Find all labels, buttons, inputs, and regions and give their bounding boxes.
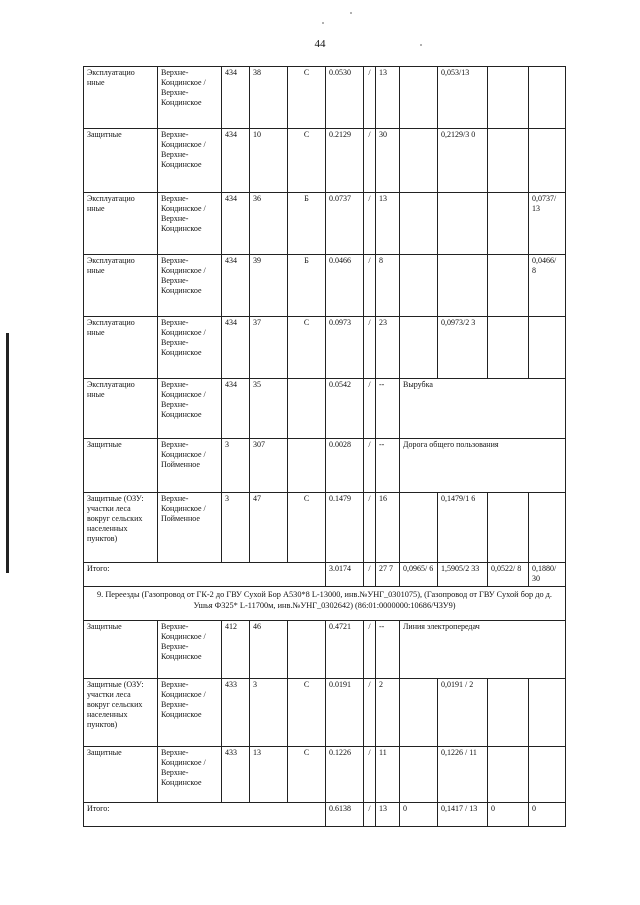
section-9-heading: 9. Переезды (Газопровод от ГК-2 до ГВУ Сухой Бор А530*8 L-13000, инв.№УНГ_0301075), (Газопровод от ГВУ Сухой бор до д. Ушья Ф325* L-11700м, инв.№УНГ_0302642) (86:01:0000000:10686/ЧЗУ9) [84, 587, 566, 621]
total-value-4: 0,1880/ 30 [529, 563, 566, 587]
table-row [84, 317, 566, 379]
cell-quarter: 412 [222, 621, 250, 679]
cell-value-2: 0,2129/3 0 [438, 129, 488, 193]
cell-section: 39 [250, 255, 288, 317]
cell-value-1 [400, 679, 438, 747]
cell-value-1 [400, 747, 438, 803]
cell-quarter: 434 [222, 317, 250, 379]
cell-value-2: 0,0973/2 3 [438, 317, 488, 379]
cell-category [288, 439, 326, 493]
cell-section: 13 [250, 747, 288, 803]
cell-value-2: 0,1226 / 11 [438, 747, 488, 803]
total-volume: 13 [376, 803, 400, 827]
cell-district: Верхне-Кондинское / Верхне-Кондинское [158, 67, 222, 129]
total-area: 0.6138 [326, 803, 364, 827]
cell-value-4 [529, 129, 566, 193]
cell-area: 0.1479 [326, 493, 364, 563]
cell-volume: -- [376, 379, 400, 439]
cell-quarter: 434 [222, 67, 250, 129]
cell-value-2: 0,053/13 [438, 67, 488, 129]
cell-forest-type: Защитные [84, 129, 158, 193]
total-value-1: 0,0965/ 6 [400, 563, 438, 587]
cell-value-1 [400, 193, 438, 255]
cell-district: Верхне-Кондинское / Верхне-Кондинское [158, 255, 222, 317]
cell-value-3 [488, 493, 529, 563]
cell-volume: -- [376, 439, 400, 493]
cell-value-3 [488, 193, 529, 255]
cell-separator: / [364, 255, 376, 317]
cell-area: 0.0028 [326, 439, 364, 493]
cell-quarter: 433 [222, 679, 250, 747]
cell-separator: / [364, 193, 376, 255]
cell-category: С [288, 747, 326, 803]
cell-section: 36 [250, 193, 288, 255]
cell-value-4 [529, 679, 566, 747]
cell-district: Верхне-Кондинское / Верхне-Кондинское [158, 747, 222, 803]
cell-forest-type: Защитные (ОЗУ: участки леса вокруг сельских населенных пунктов) [84, 493, 158, 563]
section-heading-row [84, 587, 566, 621]
cell-area: 0.0191 [326, 679, 364, 747]
cell-category: Б [288, 193, 326, 255]
scan-speck [420, 44, 422, 46]
cell-area: 0.0542 [326, 379, 364, 439]
cell-value-4 [529, 317, 566, 379]
cell-category: С [288, 317, 326, 379]
cell-quarter: 434 [222, 129, 250, 193]
group1-body [84, 67, 566, 563]
cell-area: 0.4721 [326, 621, 364, 679]
cell-district: Верхне-Кондинское / Верхне-Кондинское [158, 129, 222, 193]
cell-district: Верхне-Кондинское / Пойменное [158, 439, 222, 493]
total-row [84, 803, 566, 827]
cell-area: 0.0530 [326, 67, 364, 129]
cell-district: Верхне-Кондинское / Верхне-Кондинское [158, 679, 222, 747]
total-separator: / [364, 803, 376, 827]
total2-body [84, 803, 566, 827]
total1-body [84, 563, 566, 587]
cell-separator: / [364, 439, 376, 493]
cell-value-2 [438, 255, 488, 317]
scan-edge-mark [6, 333, 9, 573]
cell-value-1 [400, 317, 438, 379]
cell-forest-type: Эксплуатацио нные [84, 67, 158, 129]
cell-value-1 [400, 255, 438, 317]
cell-district: Верхне-Кондинское / Верхне-Кондинское [158, 193, 222, 255]
cell-volume: 30 [376, 129, 400, 193]
cell-separator: / [364, 317, 376, 379]
cell-value-3 [488, 679, 529, 747]
cell-section: 47 [250, 493, 288, 563]
cell-area: 0.1226 [326, 747, 364, 803]
cell-separator: / [364, 493, 376, 563]
cell-land-use-note: Линия электропередач [400, 621, 566, 679]
cell-value-4 [529, 67, 566, 129]
cell-category [288, 379, 326, 439]
group2-body [84, 621, 566, 803]
forest-plots-table [83, 66, 566, 827]
total-value-4: 0 [529, 803, 566, 827]
cell-forest-type: Защитные [84, 747, 158, 803]
table-row [84, 129, 566, 193]
total-value-3: 0,0522/ 8 [488, 563, 529, 587]
cell-separator: / [364, 67, 376, 129]
cell-area: 0.0737 [326, 193, 364, 255]
cell-volume: 8 [376, 255, 400, 317]
cell-land-use-note: Вырубка [400, 379, 566, 439]
cell-area: 0.0466 [326, 255, 364, 317]
cell-volume: -- [376, 621, 400, 679]
table-row [84, 679, 566, 747]
cell-quarter: 3 [222, 439, 250, 493]
cell-separator: / [364, 621, 376, 679]
cell-category [288, 621, 326, 679]
cell-district: Верхне-Кондинское / Пойменное [158, 493, 222, 563]
scan-speck [322, 22, 324, 24]
cell-district: Верхне-Кондинское / Верхне-Кондинское [158, 317, 222, 379]
cell-forest-type: Эксплуатацио нные [84, 255, 158, 317]
cell-value-3 [488, 747, 529, 803]
total-value-3: 0 [488, 803, 529, 827]
cell-value-2: 0,0191 / 2 [438, 679, 488, 747]
cell-area: 0.2129 [326, 129, 364, 193]
table-row [84, 193, 566, 255]
page-number: 44 [314, 38, 326, 50]
scan-speck [350, 12, 352, 14]
cell-quarter: 434 [222, 255, 250, 317]
table-row [84, 493, 566, 563]
cell-volume: 2 [376, 679, 400, 747]
cell-forest-type: Защитные [84, 621, 158, 679]
cell-volume: 23 [376, 317, 400, 379]
cell-volume: 16 [376, 493, 400, 563]
cell-volume: 13 [376, 193, 400, 255]
cell-district: Верхне-Кондинское / Верхне-Кондинское [158, 621, 222, 679]
cell-quarter: 434 [222, 379, 250, 439]
cell-quarter: 3 [222, 493, 250, 563]
cell-forest-type: Эксплуатацио нные [84, 193, 158, 255]
table-row [84, 255, 566, 317]
cell-volume: 13 [376, 67, 400, 129]
cell-value-2 [438, 193, 488, 255]
table-row [84, 67, 566, 129]
table-row [84, 621, 566, 679]
total-value-2: 1,5905/2 33 [438, 563, 488, 587]
cell-forest-type: Защитные (ОЗУ: участки леса вокруг сельских населенных пунктов) [84, 679, 158, 747]
cell-value-1 [400, 67, 438, 129]
cell-land-use-note: Дорога общего пользования [400, 439, 566, 493]
cell-section: 37 [250, 317, 288, 379]
cell-separator: / [364, 129, 376, 193]
cell-value-1 [400, 493, 438, 563]
cell-forest-type: Защитные [84, 439, 158, 493]
cell-separator: / [364, 679, 376, 747]
cell-separator: / [364, 747, 376, 803]
cell-value-4 [529, 493, 566, 563]
cell-area: 0.0973 [326, 317, 364, 379]
table-row [84, 439, 566, 493]
cell-category: С [288, 679, 326, 747]
cell-section: 38 [250, 67, 288, 129]
cell-value-4: 0,0737/ 13 [529, 193, 566, 255]
total-value-2: 0,1417 / 13 [438, 803, 488, 827]
cell-category: С [288, 67, 326, 129]
cell-value-3 [488, 129, 529, 193]
cell-quarter: 434 [222, 193, 250, 255]
cell-category: С [288, 129, 326, 193]
cell-value-3 [488, 255, 529, 317]
cell-value-1 [400, 129, 438, 193]
cell-value-2: 0,1479/1 6 [438, 493, 488, 563]
table-row [84, 747, 566, 803]
cell-district: Верхне-Кондинское / Верхне-Кондинское [158, 379, 222, 439]
cell-section: 10 [250, 129, 288, 193]
cell-category: Б [288, 255, 326, 317]
cell-section: 35 [250, 379, 288, 439]
total-label: Итого: [84, 803, 326, 827]
cell-section: 307 [250, 439, 288, 493]
total-separator: / [364, 563, 376, 587]
cell-section: 3 [250, 679, 288, 747]
total-area: 3.0174 [326, 563, 364, 587]
cell-value-4 [529, 747, 566, 803]
total-value-1: 0 [400, 803, 438, 827]
cell-separator: / [364, 379, 376, 439]
section-9-body [84, 587, 566, 621]
cell-quarter: 433 [222, 747, 250, 803]
total-label: Итого: [84, 563, 326, 587]
cell-section: 46 [250, 621, 288, 679]
cell-value-3 [488, 67, 529, 129]
cell-forest-type: Эксплуатацио нные [84, 317, 158, 379]
table-row [84, 379, 566, 439]
total-row [84, 563, 566, 587]
cell-value-3 [488, 317, 529, 379]
cell-forest-type: Эксплуатацио нные [84, 379, 158, 439]
total-volume: 27 7 [376, 563, 400, 587]
cell-category: С [288, 493, 326, 563]
cell-value-4: 0,0466/ 8 [529, 255, 566, 317]
cell-volume: 11 [376, 747, 400, 803]
